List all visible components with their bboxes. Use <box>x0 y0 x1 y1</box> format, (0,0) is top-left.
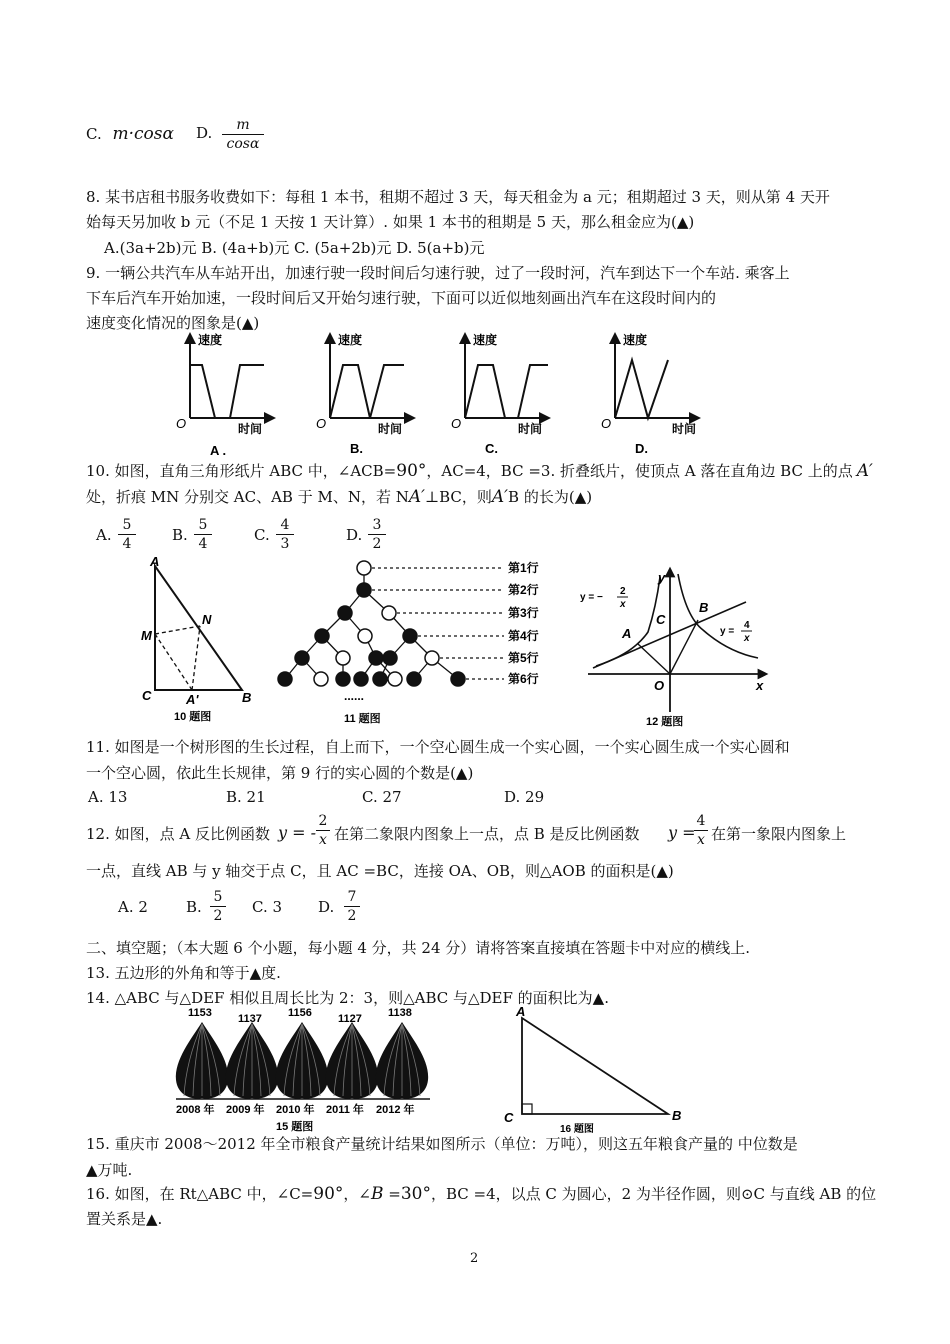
fig10-label-m: M <box>141 628 152 643</box>
q9-a-label: A . <box>210 443 227 458</box>
page-number: 2 <box>470 1251 479 1266</box>
fig12-left-num: 2 <box>620 586 626 597</box>
fig10-caption: 10 题图 <box>174 711 212 723</box>
q11-option-a: A. 13 <box>88 788 128 806</box>
fig16-caption: 16 题图 <box>560 1124 594 1134</box>
q9-a-xlabel: 时间 <box>238 422 263 436</box>
q12-line1-part1: 12. 如图，点 A 反比例函数 <box>86 825 270 843</box>
q7-option-d-fraction: $\frac{m}{\cos\alpha}$ <box>222 116 264 153</box>
q10-option-a-label: A. <box>96 526 112 544</box>
q9-graph-c <box>451 332 548 456</box>
q16-line1: 16. 如图，在 Rt△ABC 中，∠C=90°，∠B =30°，BC =4，以点 C 为圆心，2 为半径作圆，则⊙C 与直线 AB 的位 <box>86 1184 877 1204</box>
fig15-year-label: 2011 年 <box>326 1104 364 1116</box>
fig15-cone <box>226 1022 278 1099</box>
q9-graph-d <box>601 332 696 456</box>
fig15-cones <box>176 1022 428 1099</box>
fig12-caption: 12 题图 <box>646 716 684 728</box>
q11-line2: 一个空心圆，依此生长规律，第 9 行的实心圆的个数是(▲) <box>86 764 474 782</box>
fig15-values <box>188 1007 412 1025</box>
fig10-label-aprime: A' <box>186 692 199 707</box>
q7-option-d-label: D. <box>196 124 213 142</box>
q9-a-origin: O <box>176 416 187 431</box>
q7-option-c: C. m·cosα <box>86 124 174 144</box>
q9-line3: 速度变化情况的图象是(▲) <box>86 314 260 332</box>
fig10-label-b: B <box>242 690 252 705</box>
q9-graphs <box>160 330 720 460</box>
fig10-label-n: N <box>202 612 212 627</box>
fig11-row-3: 第3行 <box>508 606 539 620</box>
q10-line2: 处，折痕 MN 分别交 AC、AB 于 M、N，若 NA′⊥BC，则A′B 的长为(▲) <box>86 487 593 507</box>
fig10 <box>138 554 268 724</box>
fig12-c-label: C <box>656 612 666 627</box>
q9-b-label: B. <box>350 441 363 456</box>
q9-a-ylabel: 速度 <box>198 333 223 347</box>
fig15-cone <box>176 1022 228 1099</box>
q10-option-b-fraction: $\frac{5}{4}$ <box>194 516 212 553</box>
q10-line1: 10. 如图，直角三角形纸片 ABC 中，∠ACB=90°，AC=4，BC =3. 折叠纸片，使顶点 A 落在直角边 BC 上的点 A′ <box>86 461 873 481</box>
q9-c-label: C. <box>485 441 498 456</box>
fig15-year-label: 2009 年 <box>226 1104 265 1116</box>
fig15-value-label: 1156 <box>288 1007 312 1019</box>
q15-line1: 15. 重庆市 2008～2012 年全市粮食产量统计结果如图所示（单位：万吨），则这五年粮食产量的 中位数是 <box>86 1135 798 1153</box>
q8-line1: 8. 某书店租书服务收费如下：每租 1 本书，租期不超过 3 天，每天租金为 a 元；租期超过 3 天，则从第 4 天开 <box>86 188 830 206</box>
q9-graph-a <box>176 332 270 458</box>
q9-d-xlabel: 时间 <box>672 422 697 436</box>
q9-graph-b <box>316 332 410 456</box>
fig11-row-4: 第4行 <box>508 629 539 643</box>
fig12-right-den: x <box>744 633 750 644</box>
q10-option-d-label: D. <box>346 526 363 544</box>
fig12-o-label: O <box>654 678 665 693</box>
q10-option-d-fraction: $\frac{3}{2}$ <box>368 516 386 553</box>
q9-line1: 9. 一辆公共汽车从车站开出，加速行驶一段时间后匀速行驶，过了一段时河，汽车到达下一个车站. 乘客上 <box>86 264 790 282</box>
q9-d-origin: O <box>601 416 612 431</box>
fig12-left-fn: y = − <box>580 592 603 603</box>
q9-c-xlabel: 时间 <box>518 422 543 436</box>
q9-b-origin: O <box>316 416 327 431</box>
q9-b-ylabel: 速度 <box>338 333 363 347</box>
q9-d-ylabel: 速度 <box>623 333 648 347</box>
q12-fn2-fraction: $\frac{4}{x}$ <box>694 812 708 849</box>
fig15-value-label: 1138 <box>388 1007 412 1019</box>
q9-c-ylabel: 速度 <box>473 333 498 347</box>
q10-option-c-label: C. <box>254 526 270 544</box>
q12-option-d-label: D. <box>318 898 335 916</box>
fig15 <box>172 1006 434 1134</box>
q12-fn2-prefix: y = <box>668 823 696 842</box>
fig15-value-label: 1127 <box>338 1013 362 1025</box>
fig15-years <box>176 1102 415 1116</box>
q12-fn1-prefix: y = - <box>278 823 317 842</box>
q12-line2: 一点，直线 AB 与 y 轴交于点 C，且 AC =BC，连接 OA、OB，则△AOB 的面积是(▲) <box>86 862 674 880</box>
q12-line1-part2: 在第二象限内图象上一点，点 B 是反比例函数 <box>334 825 640 843</box>
q9-c-origin: O <box>451 416 462 431</box>
q10-option-b-label: B. <box>172 526 188 544</box>
fig12-right-fn: y = <box>720 626 735 637</box>
fig11-row-5: 第5行 <box>508 651 539 665</box>
q11-line1: 11. 如图是一个树形图的生长过程，自上而下，一个空心圆生成一个实心圆，一个实心圆生成一个实心圆和 <box>86 738 790 756</box>
fig15-cone <box>326 1022 378 1099</box>
q11-option-b: B. 21 <box>226 788 266 806</box>
fig12-left-den: x <box>620 599 626 610</box>
fig11-row-1: 第1行 <box>508 561 539 575</box>
fig15-year-label: 2012 年 <box>376 1104 415 1116</box>
fig10-label-c: C <box>142 688 152 703</box>
section-2-heading: 二、填空题；（本大题 6 个小题，每小题 4 分，共 24 分）请将答案直接填在答题卡中对应的横线上. <box>86 939 751 957</box>
q9-b-xlabel: 时间 <box>378 422 403 436</box>
q12-option-d-fraction: $\frac{7}{2}$ <box>344 888 360 925</box>
q8-options: A.(3a+2b)元 B. (4a+b)元 C. (5a+2b)元 D. 5(a+b)元 <box>104 239 485 257</box>
q12-option-b-label: B. <box>186 898 202 916</box>
fig16-label-b: B <box>672 1108 682 1123</box>
q15-line2: ▲万吨. <box>86 1161 133 1179</box>
fig12-a-label: A <box>622 626 632 641</box>
q9-d-label: D. <box>635 441 648 456</box>
fig11-dots: ...... <box>344 689 365 703</box>
fig15-year-label: 2008 年 <box>176 1104 215 1116</box>
q10-option-c-fraction: $\frac{4}{3}$ <box>276 516 294 553</box>
fig12 <box>578 562 778 730</box>
q11-option-c: C. 27 <box>362 788 402 806</box>
fig15-value-label: 1153 <box>188 1007 212 1019</box>
fig16-label-a: A <box>516 1004 526 1019</box>
fig11 <box>272 554 562 726</box>
fig12-x-label: x <box>756 678 764 693</box>
q16-line2: 置关系是▲. <box>86 1210 163 1228</box>
fig11-row-2: 第2行 <box>508 583 539 597</box>
q12-fn1-fraction: $\frac{2}{x}$ <box>316 812 330 849</box>
q12-option-b-fraction: $\frac{5}{2}$ <box>210 888 226 925</box>
q12-line1-part3: 在第一象限内图象上 <box>711 825 847 843</box>
fig16-label-c: C <box>504 1110 514 1125</box>
fig12-right-num: 4 <box>744 620 750 631</box>
fig15-cone <box>276 1022 328 1099</box>
fig15-value-label: 1137 <box>238 1013 262 1025</box>
fig15-caption: 15 题图 <box>276 1121 314 1133</box>
q13: 13. 五边形的外角和等于▲度. <box>86 964 281 982</box>
q9-line2: 下车后汽车开始加速，一段时间后又开始匀速行驶，下面可以近似地刻画出汽车在这段时间内的 <box>86 289 717 307</box>
fig12-b-label: B <box>699 600 709 615</box>
fig10-label-a: A <box>150 554 160 569</box>
q12-option-a: A. 2 <box>118 898 148 916</box>
fig11-caption: 11 题图 <box>344 713 381 725</box>
q11-option-d: D. 29 <box>504 788 545 806</box>
q8-line2: 始每天另加收 b 元（不足 1 天按 1 天计算）. 如果 1 本书的租期是 5 天，那么租金应为(▲) <box>86 213 695 231</box>
fig11-row-6: 第6行 <box>508 672 539 686</box>
q12-option-c: C. 3 <box>252 898 283 916</box>
fig15-cone <box>376 1022 428 1099</box>
fig16 <box>496 1004 696 1134</box>
q14: 14. △ABC 与△DEF 相似且周长比为 2：3，则△ABC 与△DEF 的面积比为▲. <box>86 989 609 1007</box>
fig12-y-label: y <box>658 570 666 585</box>
q10-option-a-fraction: $\frac{5}{4}$ <box>118 516 136 553</box>
fig15-year-label: 2010 年 <box>276 1104 315 1116</box>
